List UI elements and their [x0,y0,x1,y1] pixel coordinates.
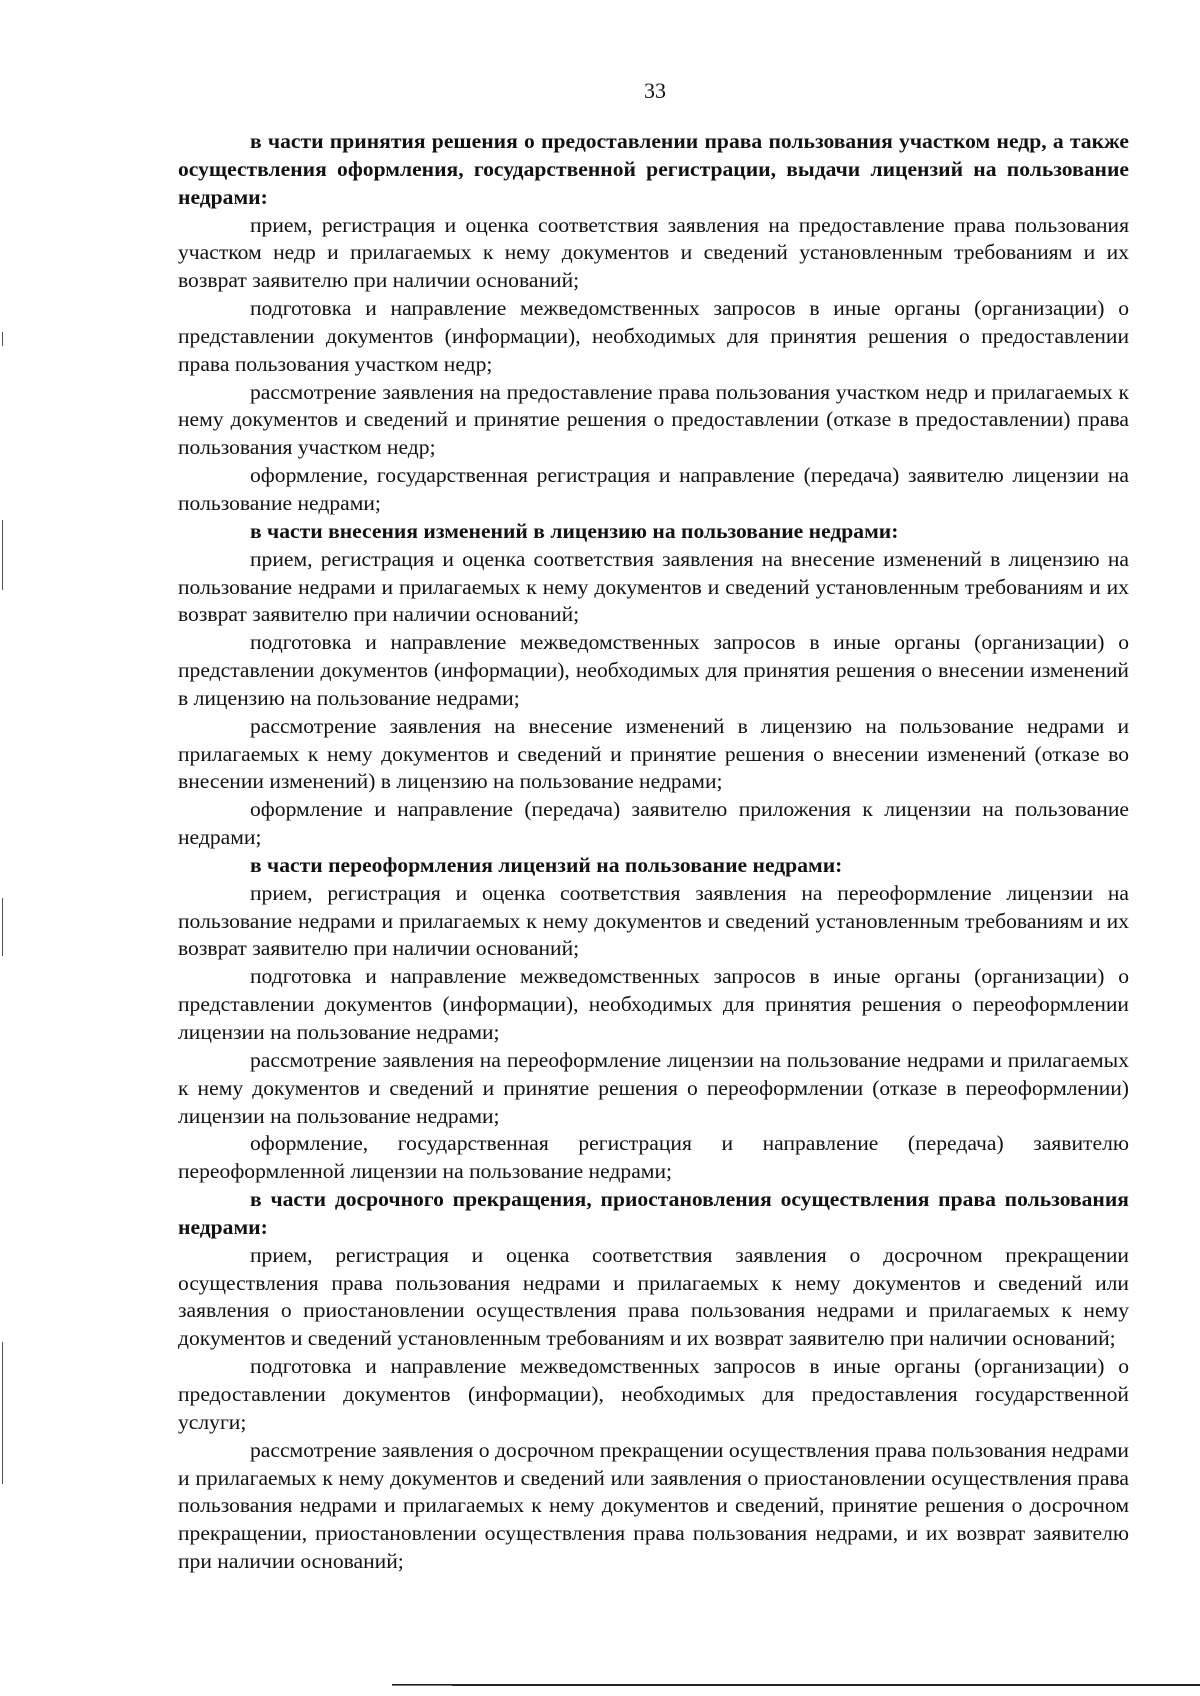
paragraph: рассмотрение заявления на переоформление лицензии на пользование недрами и прилагаемых к нему документов и сведений и принятие решения о переоформлении (отказе в переоформлении) лицензии на пользование недрами; [178,1047,1129,1128]
paragraph: подготовка и направление межведомственных запросов в иные органы (организации) о представлении документов (информации), необходимых для принятия решения о внесении изменений в лицензию на пользование недрами; [178,630,1129,710]
section-heading-granting: в части принятия решения о предоставлении права пользования участком недр, а также осуществления оформления, государственной регистрации, выдачи лицензий на пользование недрами: [178,129,1129,209]
section-heading-termination: в части досрочного прекращения, приостановления осуществления права пользования недрами: [178,1187,1129,1239]
section-heading-amendments: в части внесения изменений в лицензию на пользование недрами: [250,518,899,543]
paragraph: прием, регистрация и оценка соответствия заявления на предоставление права пользования участком недр и прилагаемых к нему документов и сведений установленным требованиям и их возврат заявителю при наличии оснований; [178,212,1129,293]
scan-edge-mark [2,898,3,956]
paragraph: прием, регистрация и оценка соответствия заявления на переоформление лицензии на пользование недрами и прилагаемых к нему документов и сведений установленным требованиям и их возврат заявителю при наличии оснований; [178,880,1129,961]
paragraph: прием, регистрация и оценка соответствия заявления о досрочном прекращении осуществления права пользования недрами и прилагаемых к нему документов и сведений или заявления о приостановлении осуществления права пользования недрами и прилагаемых к нему документов и сведений установленным требованиям и их возврат заявителю при наличии оснований; [178,1242,1129,1351]
scan-edge-mark [2,520,3,590]
page-number: 33 [644,78,666,103]
paragraph: прием, регистрация и оценка соответствия заявления на внесение изменений в лицензию на пользование недрами и прилагаемых к нему документов и сведений установленным требованиям и их возврат заявителю при наличии оснований; [178,546,1129,627]
scan-bottom-edge [392,1684,1200,1686]
paragraph: подготовка и направление межведомственных запросов в иные органы (организации) о предоставлении документов (информации), необходимых для предоставления государственной услуги; [178,1354,1129,1434]
document-body [178,128,1129,1576]
scan-edge-mark [2,332,3,346]
paragraph: рассмотрение заявления на предоставление права пользования участком недр и прилагаемых к нему документов и сведений и принятие решения о предоставлении (отказе в предоставлении) права пользования участком недр; [178,379,1129,460]
paragraph: подготовка и направление межведомственных запросов в иные органы (организации) о представлении документов (информации), необходимых для принятия решения о предоставлении права пользования участком недр; [178,296,1129,376]
paragraph: оформление, государственная регистрация и направление (передача) заявителю переоформленной лицензии на пользование недрами; [178,1131,1129,1184]
section-heading-reissue: в части переоформления лицензий на пользование недрами: [250,852,843,877]
paragraph: оформление, государственная регистрация и направление (передача) заявителю лицензии на пользование недрами; [178,463,1129,515]
paragraph: оформление и направление (передача) заявителю приложения к лицензии на пользование недрами; [178,797,1129,850]
paragraph: рассмотрение заявления на внесение изменений в лицензию на пользование недрами и прилагаемых к нему документов и сведений и принятие решения о внесении изменений (отказе во внесении изменений) в лицензию на пользование недрами; [178,713,1129,794]
scan-edge-mark [2,1342,3,1484]
paragraph: подготовка и направление межведомственных запросов в иные органы (организации) о представлении документов (информации), необходимых для принятия решения о переоформлении лицензии на пользование недрами; [178,964,1129,1044]
paragraph: рассмотрение заявления о досрочном прекращении осуществления права пользования недрами и прилагаемых к нему документов и сведений или заявления о приостановлении осуществления права пользования недрами и прилагаемых к нему документов и сведений, принятие решения о досрочном прекращении, приостановлении осуществления права пользования недрами, и их возврат заявителю при наличии оснований; [178,1437,1129,1574]
scan-bottom-edge-faint [392,1685,452,1686]
